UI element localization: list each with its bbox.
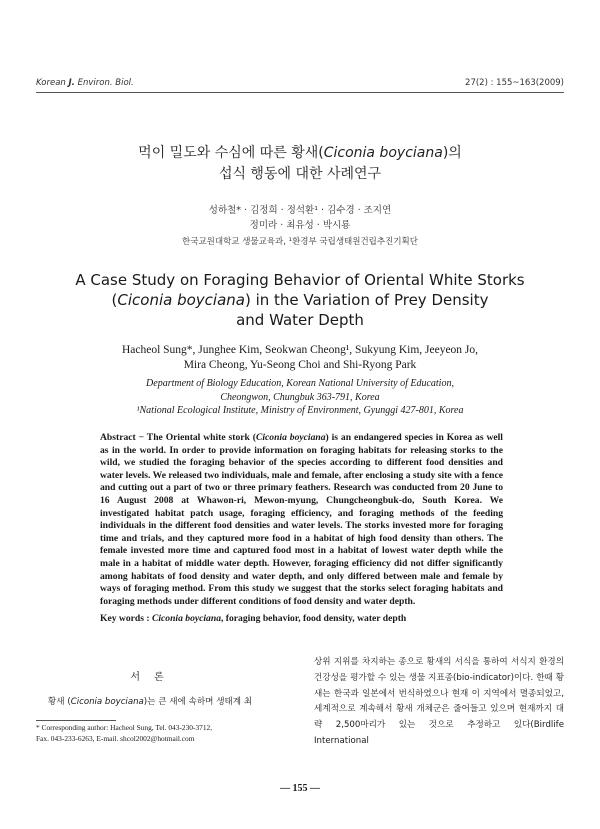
introduction-paragraph: 황새 (Ciconia boyciana)는 큰 새에 속하며 생태계 최 [48, 697, 253, 707]
english-title: A Case Study on Foraging Behavior of Oriental White Storks (Ciconia boyciana) in the Variation of Prey Density and Water Depth [75, 271, 525, 329]
citation: 27(2) : 155~163(2009) [465, 78, 564, 88]
footnote-divider [36, 720, 116, 721]
introduction-heading: 서론 [130, 672, 178, 683]
header-divider [36, 92, 564, 93]
english-authors: Hacheol Sung*, Junghee Kim, Seokwan Cheong¹, Sukyung Kim, Jeeyeon Jo, Mira Cheong, Yu-Seong Choi and Shi-Ryong Park [121, 344, 479, 371]
abstract: Abstract − The Oriental white stork (Ciconia boyciana) is an endangered species in Korea as well as in the world. In order to provide information on foraging habitats for releasing storks to the wild, we studied the foraging behavior of the species according to different food densities and water levels. We released two individuals, male and female, after enclosing a study site with a fence and cutting out a part of two or three primary feathers. Research was conducted from 20 June to 16 August 2008 at Whawon-ri, Mewon-myung, Chungcheongbuk-do, South Korea. We investigated habitat patch usage, foraging efficiency, and foraging methods of the feeding individuals in the different food densities and water levels. The storks invested more for foraging time and trials, and they captured more food in a habitat of high food density than others. The female invested more time and captured food most in a habitat of lowest water depth while the male in a habitat of middle water depth. However, foraging efficiency did not differ significantly among habitats of food density and water depth, and only differed between male and female by ways of foraging method. From this study we suggest that the storks select foraging habitats and foraging methods under different conditions of food density and water depth. [100, 432, 503, 607]
korean-affiliation: 한국교원대학교 생물교육과, ¹환경부 국립생태원건립추진기획단 [182, 237, 418, 247]
page-number: — 155 — [280, 783, 320, 794]
korean-title: 먹이 밀도와 수심에 따른 황새(Ciconia boyciana)의 섭식 행동에 대한 사례연구 [138, 145, 462, 182]
right-column-text: 상위 지위를 차지하는 종으로 황새의 서식을 통하여 서식지 환경의 건강성을 평가할 수 있는 생물 지표종(bio-indicator)이다. 한때 황새는 한국과 일본에서 번식하였으나 현재 이 지역에서 멸종되었고, 세계적으로 계속해서 황새 개체군은 줄어들고 있으며 현재까지 대략 2,500마리가 있는 것으로 추정하고 있다(Birdlife International [314, 657, 564, 746]
corresponding-author-footnote: * Corresponding author: Hacheol Sung, Tel. 043-230-3712, Fax. 043-233-6263, E-mail. shcol2002@hotmail.com [36, 723, 213, 743]
korean-authors: 성하철* · 김정희 · 정석환¹ · 김수경 · 조지연 정미라 · 최유성 · 박시룡 [208, 205, 392, 231]
keywords: Key words : Ciconia boyciana, foraging behavior, food density, water depth [100, 613, 407, 624]
english-affiliations: Department of Biology Education, Korean National University of Education, Cheongwon, Chungbuk 363-791, Korea ¹National Ecological Institute, Ministry of Environment, Gyunggi 427-801, Korea [136, 378, 464, 416]
running-header [36, 78, 564, 88]
journal-name: Korean J. Environ. Biol. [36, 78, 134, 88]
